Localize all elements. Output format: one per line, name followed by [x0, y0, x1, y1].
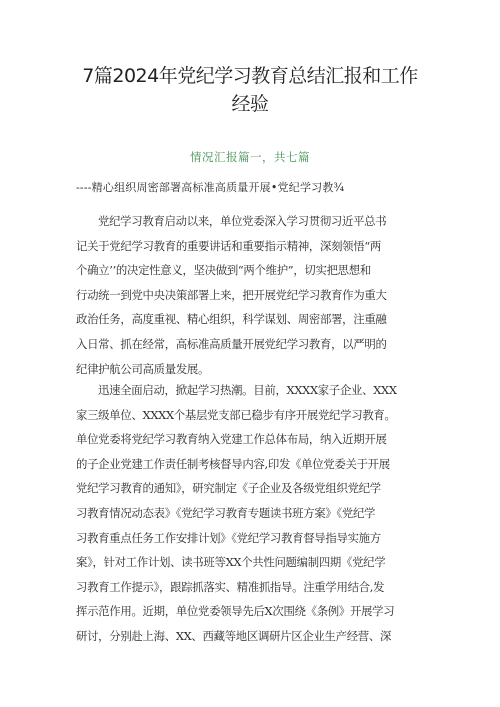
- paragraph-line: 政治任务，高度重视、精心组织，科学谋划、周密部署，注重融: [76, 312, 387, 327]
- paragraph-line: 习教育重点任务工作安排计划》《党纪学习教育督导指导实施方: [76, 530, 381, 545]
- paragraph-line: 入日常、抓在经常，高标准高质量开展党纪学习教育，以严明的: [76, 336, 387, 351]
- paragraph-line: 个确立’’的决定性意义，坚决做到“两个维护”，切实把思想和: [76, 263, 371, 278]
- paragraph-line: 的子企业党建工作责任制考核督导内容,印发《单位党委关于开展: [76, 456, 390, 471]
- paragraph-line: 单位党委将党纪学习教育纳入党建工作总体布局，纳入近期开展: [76, 432, 387, 447]
- paragraph-2: [76, 378, 436, 649]
- document-title-line-1: 7篇2024年党纪学习教育总结汇报和工作: [82, 65, 418, 87]
- paragraph-line: 家三级单位、XXXX个基层党支部已稳步有序开展党纪学习教育。: [76, 407, 396, 422]
- document-title-line-2: 经验: [231, 93, 269, 115]
- paragraph-line: 习教育工作提示》，跟踪抓落实、精准抓指导。注重学用结合,发: [76, 579, 385, 594]
- paragraph-line: 迅速全面启动，掀起学习热潮。目前，XXXX家子企业、XXX: [98, 383, 397, 397]
- paragraph-1: [76, 209, 436, 381]
- paragraph-line: 挥示范作用。近期，单位党委领导先后X次围绕《条例》开展学习: [76, 604, 395, 619]
- document-title: [40, 62, 460, 118]
- paragraph-line: 案》，针对工作计划、读书班等XX个共性问题编制四期《党纪学: [76, 555, 386, 570]
- paragraph-line: 纪律护航公司高质量发展。: [76, 361, 210, 376]
- paragraph-line: 记关于党纪学习教育的重要讲话和重要指示精神，深刻领悟“两: [76, 238, 381, 253]
- paragraph-line: 行动统一到党中央决策部署上来，把开展党纪学习教育作为重大: [76, 287, 387, 302]
- paragraph-line: 党纪学习教育的通知》，研究制定《子企业及各级党组织党纪学: [76, 481, 381, 496]
- document-subtitle: ----精心组织周密部署高标准高质量开展•党纪学习教¾: [76, 181, 345, 194]
- section-heading: 情况汇报篇一，共七篇: [190, 150, 310, 164]
- paragraph-line: 习教育情况动态表》《党纪学习教育专题读书班方案》《党纪学: [76, 505, 376, 520]
- paragraph-line: 研讨，分别赴上海、XX、西藏等地区调研片区企业生产经营、深: [76, 628, 392, 643]
- paragraph-line: 党纪学习教育启动以来，单位党委深入学习贯彻习近平总书: [98, 214, 387, 228]
